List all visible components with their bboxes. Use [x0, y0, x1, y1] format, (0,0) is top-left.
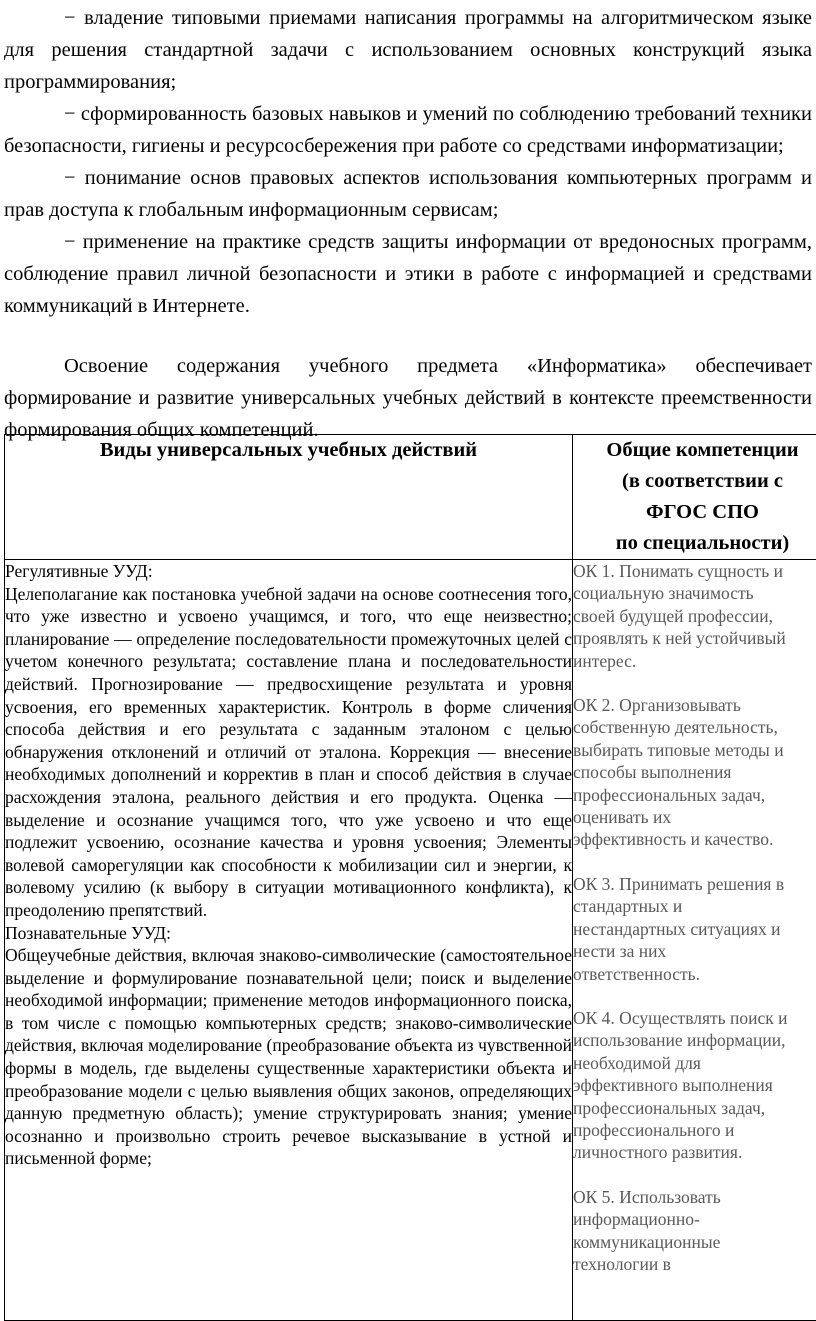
ok-line: информационно- — [573, 1208, 816, 1230]
cognitive-heading: Познавательные УУД: — [5, 922, 572, 945]
cognitive-text: Общеучебные действия, включая знаково-символические (самостоятельное выделение и формулирование познавательной цели; поиск и выделение необходимой информации; применение методов информационного поиска, в том числе с помощью компьютерных средств; знаково-символические действия, включая моделирование (преобразование объекта из чувственной формы в модель, где выделены существенные характеристики объекта и преобразование модели с целью выявления общих законов, определяющих данную предметную область); умение структурировать знания; умение осознанно и произвольно строить речевое высказывание в устной и письменной форме; — [5, 944, 572, 1170]
ok-line: необходимой для — [573, 1052, 816, 1074]
bullet-item: − владение типовыми приемами написания программы на алгоритмическом языке для решения стандартной задачи с использованием основных конструкций языка программирования; — [0, 2, 816, 98]
ok-list-cell — [573, 560, 816, 1321]
ok-line: профессионального и — [573, 1119, 816, 1141]
bullet-item: − применение на практике средств защиты информации от вредоносных программ, соблюдение правил личной безопасности и этики в работе с информацией и средствами коммуникаций в Интернете. — [0, 226, 816, 322]
table-header-row — [5, 435, 816, 560]
document-page — [0, 0, 816, 446]
ok-line: своей будущей профессии, — [573, 605, 816, 627]
ok-line: оценивать их — [573, 806, 816, 828]
competency-bullet-list — [0, 0, 816, 322]
ok-item — [573, 1007, 816, 1164]
ok-line: ОК 2. Организовывать — [573, 694, 816, 716]
ok-item — [573, 560, 816, 672]
bullet-item: − понимание основ правовых аспектов использования компьютерных программ и прав доступа к глобальным информационным сервисам; — [0, 162, 816, 226]
ok-line: интерес. — [573, 650, 816, 672]
ok-line: технологии в — [573, 1253, 816, 1275]
ok-line: профессиональных задач, — [573, 784, 816, 806]
ok-line: ОК 4. Осуществлять поиск и — [573, 1007, 816, 1029]
header-general-competencies — [573, 435, 816, 560]
ok-line: ОК 1. Понимать сущность и — [573, 560, 816, 582]
uud-competencies-table — [4, 434, 816, 1321]
ok-line: профессиональных задач, — [573, 1097, 816, 1119]
regulatory-text: Целеполагание как постановка учебной задачи на основе соотнесения того, что уже известно и усвоено учащимся, и того, что еще неизвестно; планирование — определение последовательности промежуточных целей с учетом конечного результата; составление плана и последовательности действий. Прогнозирование — предвосхищение результата и уровня усвоения, его временных характеристик. Контроль в форме сличения способа действия и его результата с заданным эталоном с целью обнаружения отклонений и отличий от эталона. Коррекция — внесение необходимых дополнений и корректив в план и способ действия в случае расхождения эталона, реального действия и его продукта. Оценка — выделение и осознание учащимся того, что уже усвоено и что еще подлежит усвоению, осознание качества и уровня усвоения; Элементы волевой саморегуляции как способности к мобилизации сил и энергии, к волевому усилию (к выбору в ситуации мотивационного конфликта), к преодолению препятствий. — [5, 583, 572, 922]
intro-paragraph: Освоение содержания учебного предмета «Информатика» обеспечивает формирование и развитие универсальных учебных действий в контексте преемственности формирования общих компетенций. — [0, 350, 816, 446]
ok-line: эффективность и качество. — [573, 828, 816, 850]
header-line: ФГОС СПО — [573, 497, 816, 528]
ok-line: стандартных и — [573, 895, 816, 917]
header-line: по специальности) — [573, 528, 816, 559]
header-line: Общие компетенции — [573, 435, 816, 466]
ok-item — [573, 1186, 816, 1276]
bullet-item: − сформированность базовых навыков и умений по соблюдению требований техники безопасности, гигиены и ресурсосбережения при работе со средствами информатизации; — [0, 98, 816, 162]
ok-line: проявлять к ней устойчивый — [573, 627, 816, 649]
ok-item — [573, 873, 816, 985]
ok-line: нести за них — [573, 940, 816, 962]
ok-item — [573, 694, 816, 851]
ok-line: эффективного выполнения — [573, 1074, 816, 1096]
ok-line: нестандартных ситуациях и — [573, 918, 816, 940]
ok-line: выбирать типовые методы и — [573, 739, 816, 761]
header-uud-types: Виды универсальных учебных действий — [5, 435, 573, 560]
ok-line: личностного развития. — [573, 1141, 816, 1163]
ok-line: собственную деятельность, — [573, 716, 816, 738]
ok-line: ОК 3. Принимать решения в — [573, 873, 816, 895]
ok-line: ответственность. — [573, 963, 816, 985]
table-row — [5, 560, 816, 1321]
header-line: (в соответствии с — [573, 466, 816, 497]
ok-line: ОК 5. Использовать — [573, 1186, 816, 1208]
regulatory-heading: Регулятивные УУД: — [5, 560, 572, 583]
uud-description-cell — [5, 560, 573, 1321]
ok-line: использование информации, — [573, 1029, 816, 1051]
ok-line: социальную значимость — [573, 582, 816, 604]
ok-line: способы выполнения — [573, 761, 816, 783]
ok-line: коммуникационные — [573, 1231, 816, 1253]
